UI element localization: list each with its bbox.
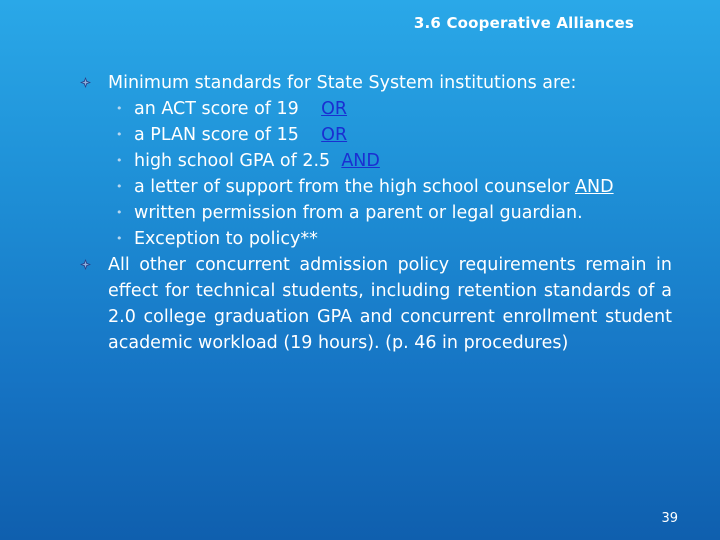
bullet-point-1 xyxy=(108,70,672,252)
standards-intro: Minimum standards for State System institutions are: xyxy=(108,73,577,93)
diamond-bullet-icon xyxy=(80,77,91,88)
and-link[interactable]: AND xyxy=(575,177,614,197)
dot-bullet-icon: • xyxy=(116,102,123,115)
item-text: a PLAN score of 15 xyxy=(134,125,299,145)
or-link[interactable]: OR xyxy=(321,99,348,119)
bullet-point-2 xyxy=(108,252,672,356)
list-item xyxy=(116,148,672,174)
slide-title: 3.6 Cooperative Alliances xyxy=(413,14,634,32)
list-item xyxy=(116,174,672,200)
dot-bullet-icon: • xyxy=(116,154,123,167)
dot-bullet-icon: • xyxy=(116,180,123,193)
item-text: high school GPA of 2.5 xyxy=(134,151,331,171)
diamond-bullet-icon xyxy=(80,259,91,270)
or-link[interactable]: OR xyxy=(321,125,348,145)
slide-content xyxy=(108,70,672,356)
standards-list xyxy=(108,96,672,252)
item-text: a letter of support from the high school counselor xyxy=(134,177,570,197)
list-item xyxy=(116,122,672,148)
dot-bullet-icon: • xyxy=(116,128,123,141)
item-text: Exception to policy** xyxy=(134,229,318,249)
page-number: 39 xyxy=(661,511,678,526)
dot-bullet-icon: • xyxy=(116,206,123,219)
list-item xyxy=(116,96,672,122)
item-text: an ACT score of 19 xyxy=(134,99,299,119)
and-link[interactable]: AND xyxy=(341,151,380,171)
list-item xyxy=(116,226,672,252)
dot-bullet-icon: • xyxy=(116,232,123,245)
item-text: written permission from a parent or legal guardian. xyxy=(134,203,583,223)
list-item xyxy=(116,200,672,226)
policy-requirements-text: All other concurrent admission policy requirements remain in effect for technical students, including retention standards of a 2.0 college graduation GPA and concurrent enrollment student academic workload (19 hours). (p. 46 in procedures) xyxy=(108,255,672,353)
